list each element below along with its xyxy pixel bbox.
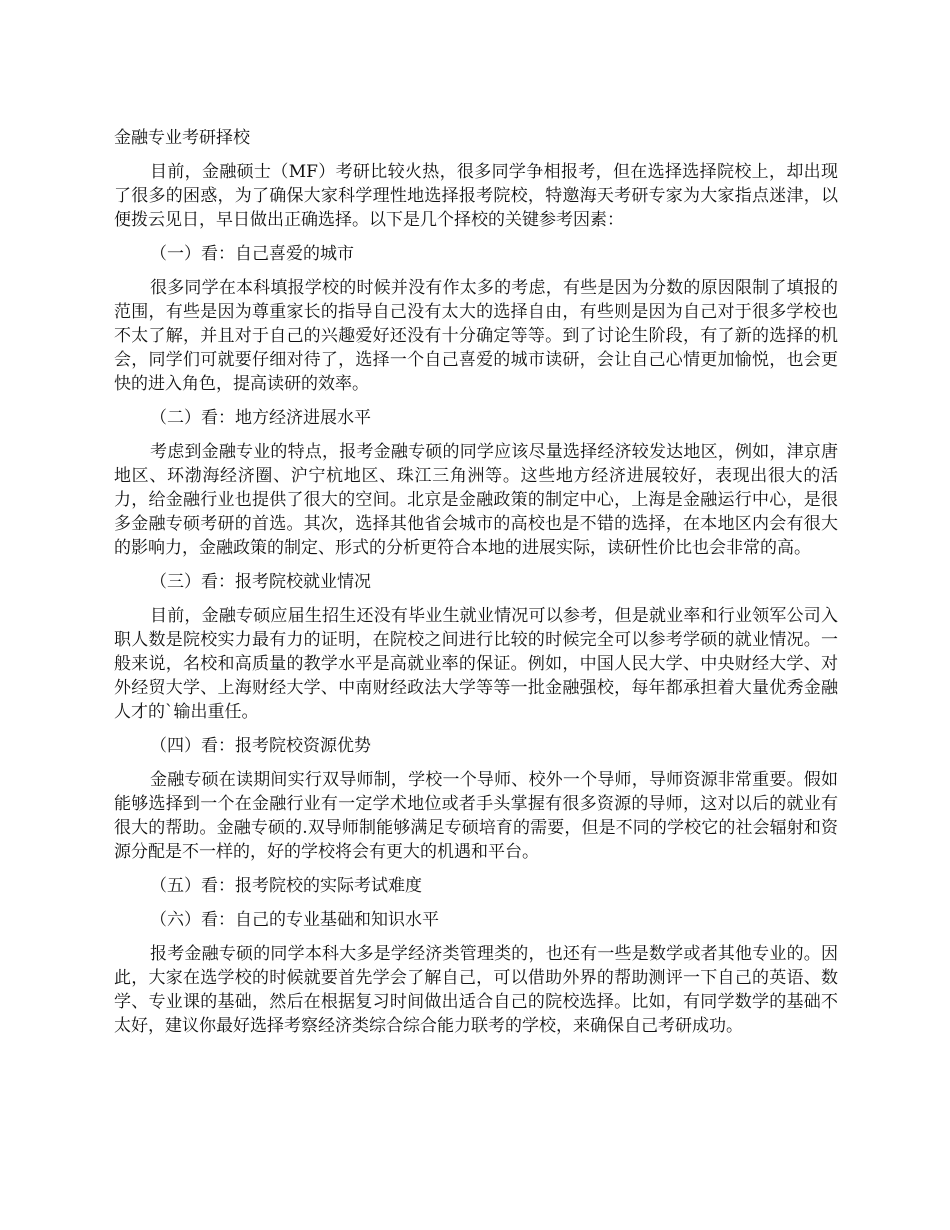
intro-paragraph: 目前，金融硕士（MF）考研比较火热，很多同学争相报考，但在选择选择院校上，却出现了很多的困惑，为了确保大家科学理性地选择报考院校，特邀海天考研专家为大家指点迷津，以便拨云见日，早日做出正确选择。以下是几个择校的关键参考因素： <box>114 162 838 230</box>
section-heading-1: （一）看：自己喜爱的城市 <box>150 244 354 264</box>
section-heading-2: （二）看：地方经济进展水平 <box>150 408 371 428</box>
section-heading-6: （六）看：自己的专业基础和知识水平 <box>150 910 439 930</box>
section-body-6: 报考金融专硕的同学本科大多是学经济类管理类的，也还有一些是数学或者其他专业的。因此，大家在选学校的时候就要首先学会了解自己，可以借助外界的帮助测评一下自己的英语、数学、专业课的基础，然后在根据复习时间做出适合自己的院校选择。比如，有同学数学的基础不太好，建议你最好选择考察经济类综合综合能力联考的学校，来确保自己考研成功。 <box>114 944 838 1036</box>
section-heading-3: （三）看：报考院校就业情况 <box>150 572 371 592</box>
section-body-1: 很多同学在本科填报学校的时候并没有作太多的考虑，有些是因为分数的原因限制了填报的范围，有些是因为尊重家长的指导自己没有太大的选择自由，有些则是因为自己对于很多学校也不太了解，并且对于自己的兴趣爱好还没有十分确定等等。到了讨论生阶段，有了新的选择的机会，同学们可就要仔细对待了，选择一个自己喜爱的城市读研，会让自己心情更加愉悦，也会更快的进入角色，提高读研的效率。 <box>114 278 838 394</box>
section-body-2: 考虑到金融专业的特点，报考金融专硕的同学应该尽量选择经济较发达地区，例如，津京唐地区、环渤海经济圈、沪宁杭地区、珠江三角洲等。这些地方经济进展较好，表现出很大的活力，给金融行业也提供了很大的空间。北京是金融政策的制定中心，上海是金融运行中心，是很多金融专硕考研的首选。其次，选择其他省会城市的高校也是不错的选择，在本地区内会有很大的影响力，金融政策的制定、形式的分析更符合本地的进展实际，读研性价比也会非常的高。 <box>114 442 838 558</box>
section-heading-4: （四）看：报考院校资源优势 <box>150 736 371 756</box>
section-body-3: 目前，金融专硕应届生招生还没有毕业生就业情况可以参考，但是就业率和行业领军公司入职人数是院校实力最有力的证明，在院校之间进行比较的时候完全可以参考学硕的就业情况。一般来说，名校和高质量的教学水平是高就业率的保证。例如，中国人民大学、中央财经大学、对外经贸大学、上海财经大学、中南财经政法大学等等一批金融强校，每年都承担着大量优秀金融人才的`输出重任。 <box>114 606 838 722</box>
section-heading-5: （五）看：报考院校的实际考试难度 <box>150 876 422 896</box>
document-title: 金融专业考研择校 <box>114 128 250 148</box>
section-body-4: 金融专硕在读期间实行双导师制，学校一个导师、校外一个导师，导师资源非常重要。假如能够选择到一个在金融行业有一定学术地位或者手头掌握有很多资源的导师，这对以后的就业有很大的帮助。金融专硕的.双导师制能够满足专硕培育的需要，但是不同的学校它的社会辐射和资源分配是不一样的，好的学校将会有更大的机遇和平台。 <box>114 770 838 862</box>
document-content <box>114 126 838 1048</box>
